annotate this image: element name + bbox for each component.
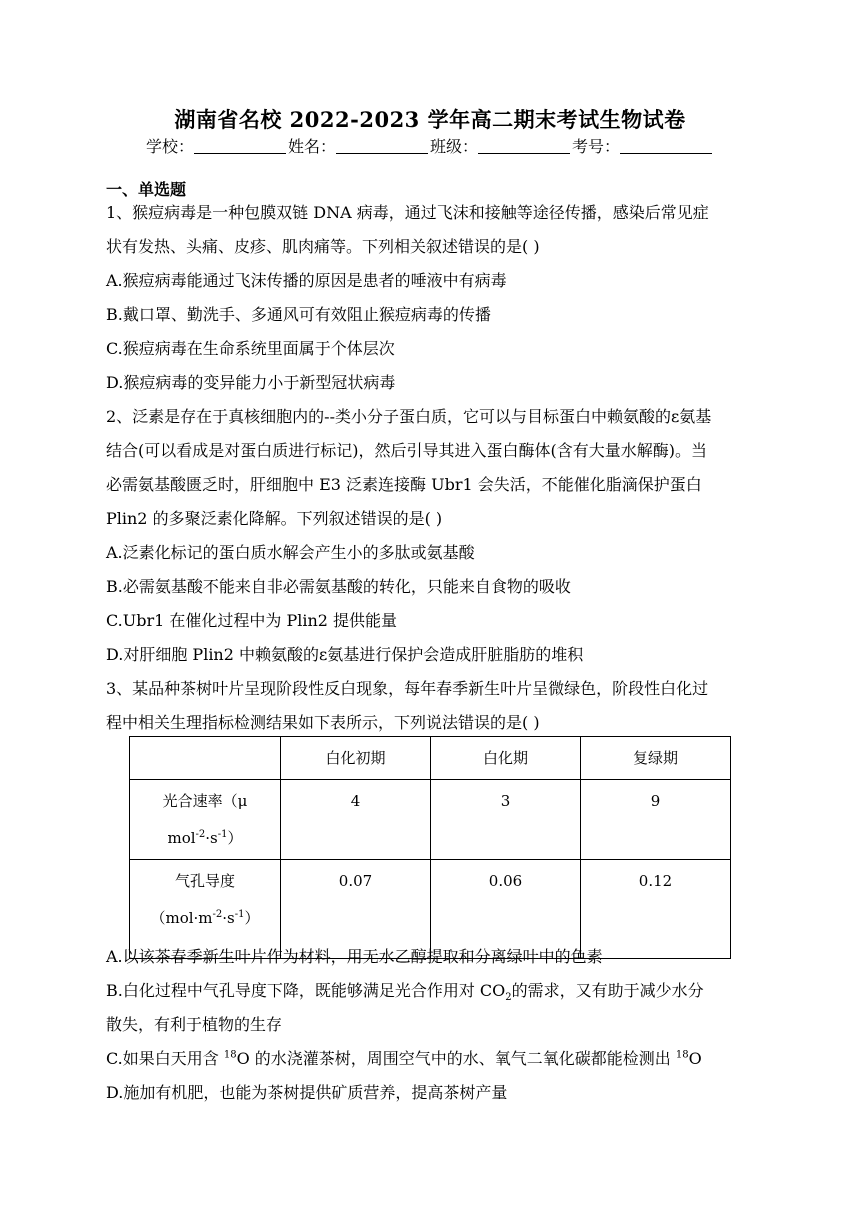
table-header-cell: 白化初期 bbox=[281, 737, 431, 780]
name-blank[interactable] bbox=[336, 139, 428, 154]
q1-option-c: C.猴痘病毒在生命系统里面属于个体层次 bbox=[106, 339, 395, 358]
table-cell: 4 bbox=[281, 780, 431, 860]
q1-option-a: A.猴痘病毒能通过飞沫传播的原因是患者的唾液中有病毒 bbox=[106, 271, 507, 290]
class-label: 班级： bbox=[430, 137, 479, 156]
q2-stem-line3: 必需氨基酸匮乏时，肝细胞中 E3 泛素连接酶 Ubr1 会失活，不能催化脂滴保护蛋白 bbox=[106, 475, 702, 494]
q2-option-d: D.对肝细胞 Plin2 中赖氨酸的ε氨基进行保护会造成肝脏脂肪的堆积 bbox=[106, 645, 584, 664]
q2-option-b: B.必需氨基酸不能来自非必需氨基酸的转化，只能来自食物的吸收 bbox=[106, 577, 571, 596]
table-cell: 0.07 bbox=[281, 860, 431, 959]
physiology-table bbox=[129, 736, 731, 959]
q3-stem-line2: 程中相关生理指标检测结果如下表所示，下列说法错误的是( ) bbox=[106, 713, 540, 732]
q2-stem-line2: 结合(可以看成是对蛋白质进行标记)，然后引导其进入蛋白酶体(含有大量水解酶)。当 bbox=[106, 441, 707, 460]
table-cell: 9 bbox=[581, 780, 731, 860]
table-cell: 0.12 bbox=[581, 860, 731, 959]
q3-option-a: A.以该茶春季新生叶片作为材料，用无水乙醇提取和分离绿叶中的色素 bbox=[106, 947, 603, 966]
class-blank[interactable] bbox=[478, 139, 570, 154]
exam-number-label: 考号： bbox=[572, 137, 621, 156]
table-row bbox=[130, 780, 731, 860]
row-label-stomatal-conductance: 气孔导度 $(mol\cdot m^{-2}\cdot s^{-1})$ bbox=[130, 860, 281, 959]
table-header-cell: 白化期 bbox=[431, 737, 581, 780]
q2-option-c: C.Ubr1 在催化过程中为 Plin2 提供能量 bbox=[106, 611, 398, 630]
q1-stem-line2: 状有发热、头痛、皮疹、肌肉痛等。下列相关叙述错误的是( ) bbox=[106, 237, 540, 256]
q1-option-d: D.猴痘病毒的变异能力小于新型冠状病毒 bbox=[106, 373, 396, 392]
student-info-line bbox=[0, 134, 860, 157]
table-header-row bbox=[130, 737, 731, 780]
school-label: 学校： bbox=[145, 137, 194, 156]
exam-title: 湖南省名校 2022-2023 学年高二期末考试生物试卷 bbox=[174, 107, 686, 132]
q3-option-b-line1: B.白化过程中气孔导度下降，既能够满足光合作用对 $CO_2$的需求，又有助于减少水分 bbox=[106, 981, 704, 1004]
q1-option-b: B.戴口罩、勤洗手、多通风可有效阻止猴痘病毒的传播 bbox=[106, 305, 491, 324]
q2-stem-line1: 2、泛素是存在于真核细胞内的--类小分子蛋白质，它可以与目标蛋白中赖氨酸的ε氨基 bbox=[106, 407, 712, 426]
table-header-cell bbox=[130, 737, 281, 780]
table-cell: 3 bbox=[431, 780, 581, 860]
row-label-photosynthesis-rate: 光合速率（μ $mol^{-2}\cdot s^{-1}$） bbox=[130, 780, 281, 860]
q3-option-d: D.施加有机肥，也能为茶树提供矿质营养，提高茶树产量 bbox=[106, 1083, 508, 1102]
section-heading: 一、单选题 bbox=[106, 180, 187, 199]
q2-option-a: A.泛素化标记的蛋白质水解会产生小的多肽或氨基酸 bbox=[106, 543, 475, 562]
school-blank[interactable] bbox=[194, 139, 286, 154]
exam-number-blank[interactable] bbox=[620, 139, 712, 154]
table-cell: 0.06 bbox=[431, 860, 581, 959]
table-header-cell: 复绿期 bbox=[581, 737, 731, 780]
q1-stem-line1: 1、猴痘病毒是一种包膜双链 DNA 病毒，通过飞沫和接触等途径传播，感染后常见症 bbox=[106, 203, 709, 222]
q3-option-c: C.如果白天用含 $^{18}$O 的水浇灌茶树，周围空气中的水、氧气二氧化碳都能检测出 $^{18}$O bbox=[106, 1049, 702, 1068]
q3-stem-line1: 3、某品种茶树叶片呈现阶段性反白现象，每年春季新生叶片呈微绿色，阶段性白化过 bbox=[106, 679, 709, 698]
name-label: 姓名： bbox=[287, 137, 336, 156]
q3-option-b-line2: 散失，有利于植物的生存 bbox=[106, 1015, 283, 1034]
q2-stem-line4: Plin2 的多聚泛素化降解。下列叙述错误的是( ) bbox=[106, 509, 443, 528]
